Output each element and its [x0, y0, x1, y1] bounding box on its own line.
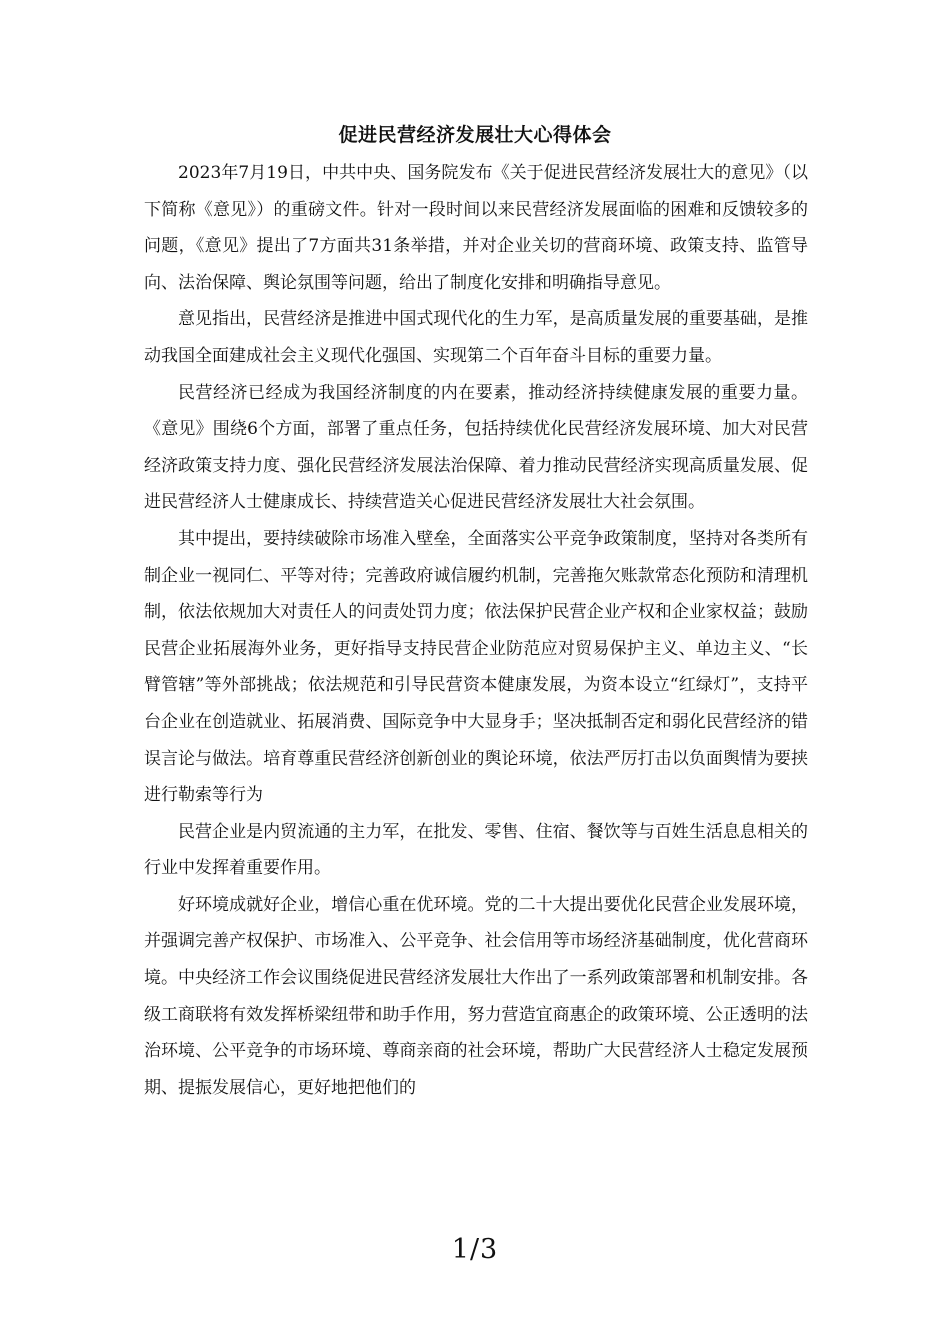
- paragraph-6: 好环境成就好企业，增信心重在优环境。党的二十大提出要优化民营企业发展环境，并强调完善产权保护、市场准入、公平竞争、社会信用等市场经济基础制度，优化营商环境。中央经济工作会议围绕促进民营经济发展壮大作出了一系列政策部署和机制安排。各级工商联将有效发挥桥梁纽带和助手作用，努力营造宜商惠企的政策环境、公正透明的法治环境、公平竞争的市场环境、尊商亲商的社会环境，帮助广大民营经济人士稳定发展预期、提振发展信心，更好地把他们的: [144, 894, 808, 1098]
- paragraph-5: 民营企业是内贸流通的主力军，在批发、零售、住宿、餐饮等与百姓生活息息相关的行业中发挥着重要作用。: [144, 821, 808, 879]
- paragraph-1: 2023年7月19日，中共中央、国务院发布《关于促进民营经济发展壮大的意见》（以下简称《意见》）的重磅文件。针对一段时间以来民营经济发展面临的困难和反馈较多的问题，《意见》提出了7方面共31条举措，并对企业关切的营商环境、政策支持、监管导向、法治保障、舆论氛围等问题，给出了制度化安排和明确指导意见。: [144, 163, 808, 293]
- paragraph-2: 意见指出，民营经济是推进中国式现代化的生力军，是高质量发展的重要基础，是推动我国全面建成社会主义现代化强国、实现第二个百年奋斗目标的重要力量。: [144, 309, 808, 366]
- document-title: 促进民营经济发展壮大心得体会: [338, 124, 612, 146]
- document-body: [144, 155, 808, 1106]
- page-number: 1/3: [451, 1234, 499, 1265]
- paragraph-4: 其中提出，要持续破除市场准入壁垒，全面落实公平竞争政策制度，坚持对各类所有制企业一视同仁、平等对待；完善政府诚信履约机制，完善拖欠账款常态化预防和清理机制，依法依规加大对责任人的问责处罚力度；依法保护民营企业产权和企业家权益；鼓励民营企业拓展海外业务，更好指导支持民营企业防范应对贸易保护主义、单边主义、“长臂管辖”等外部挑战；依法规范和引导民营资本健康发展，为资本设立“红绿灯”，支持平台企业在创造就业、拓展消费、国际竞争中大显身手；坚决抵制否定和弱化民营经济的错误言论与做法。培育尊重民营经济创新创业的舆论环境，依法严厉打击以负面舆情为要挟进行勒索等行为: [144, 528, 808, 806]
- paragraph-3: 民营经济已经成为我国经济制度的内在要素，推动经济持续健康发展的重要力量。《意见》围绕6个方面，部署了重点任务，包括持续优化民营经济发展环境、加大对民营经济政策支持力度、强化民营经济发展法治保障、着力推动民营经济实现高质量发展、促进民营经济人士健康成长、持续营造关心促进民营经济发展壮大社会氛围。: [144, 382, 808, 513]
